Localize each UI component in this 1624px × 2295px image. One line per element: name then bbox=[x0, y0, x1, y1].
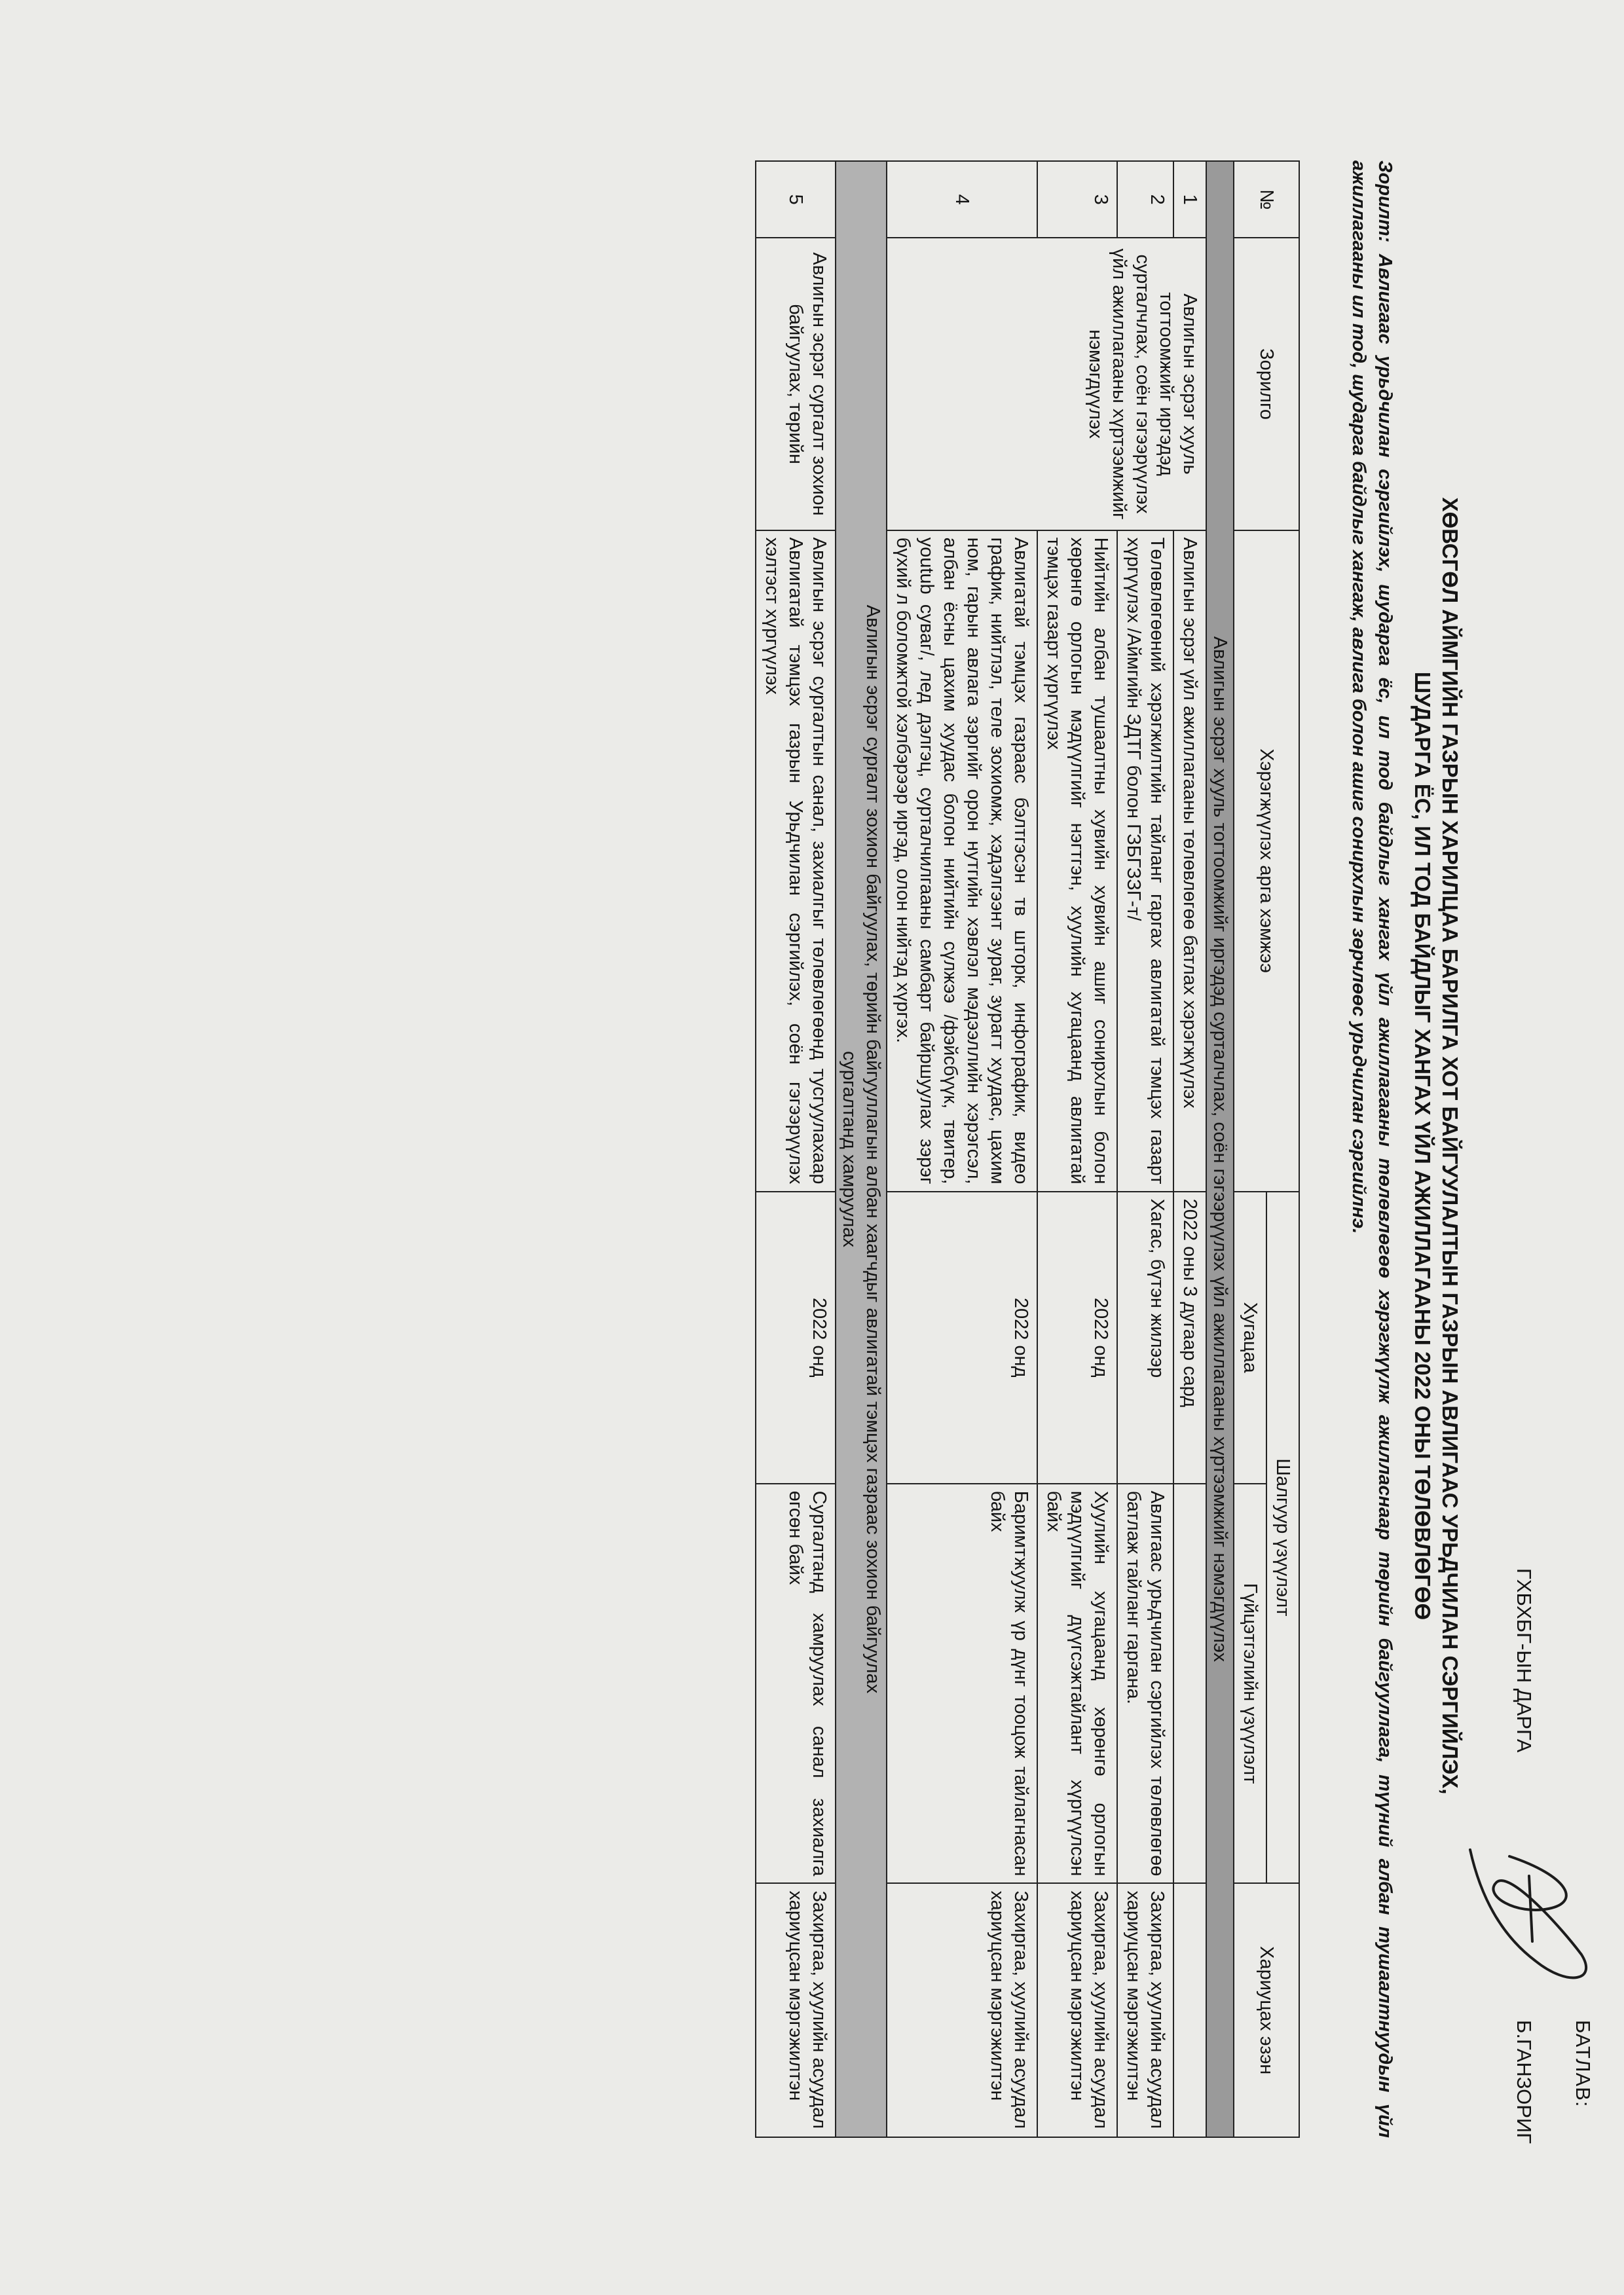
header-deadline: Хугацаа bbox=[1234, 1192, 1266, 1484]
approval-block bbox=[1470, 1568, 1601, 2184]
section-row bbox=[836, 161, 887, 2137]
approval-role: ГХБХБГ-ЫН ДАРГА bbox=[1513, 1568, 1536, 1753]
document-page bbox=[3, 82, 1614, 2223]
row-deadline: 2022 онд bbox=[1037, 1192, 1117, 1484]
row-num: 1 bbox=[1173, 161, 1206, 238]
header-criteria: Шалгуур үзүүлэлт bbox=[1266, 1192, 1299, 1884]
header-responsible: Хариуцах эзэн bbox=[1234, 1883, 1299, 2137]
approval-name: Б.ГАНЗОРИГ bbox=[1513, 2020, 1536, 2144]
row-responsible: Захиргаа, хуулийн асуудал хариуцсан мэргэжилтэн bbox=[1117, 1883, 1173, 2137]
section-title bbox=[836, 161, 887, 2137]
row-num: 4 bbox=[887, 161, 1037, 238]
signature-image bbox=[1464, 1830, 1608, 2000]
row-objective: Авлигын эсрэг хууль тогтоомжийг иргэдэд сурталчлах, соён гэгээрүүлэх үйл ажиллагааны хүртээмжийг нэмэгдүүлэх bbox=[887, 238, 1206, 530]
header-indicator: Гүйцэтгэлийн үзүүлэлт bbox=[1234, 1484, 1266, 1884]
approval-title: БАТЛАВ: bbox=[1572, 2020, 1595, 2108]
title-line-1: ХӨВСГӨЛ АЙМГИЙН ГАЗРЫН ХАРИЛЦАА БАРИЛГА ХОТ БАЙГУУЛАЛТЫН ГАЗРЫН АВЛИГААС УРЬДЧИЛАН СЭРГИЙЛЭХ, bbox=[1438, 497, 1462, 1795]
row-indicator: Баримтжуулж үр дүнг тооцож тайлагнасан байх bbox=[887, 1484, 1037, 1884]
row-deadline: 2022 онд bbox=[756, 1192, 836, 1484]
row-deadline: 2022 онд bbox=[887, 1192, 1037, 1484]
document-title bbox=[1409, 180, 1464, 2112]
section-title-line-2: сургалтанд хамруулах bbox=[839, 1051, 860, 1247]
section-title: Авлигын эсрэг хууль тогтоомжийг иргэдэд сурталчлах, соён гэгээрүүлэх үйл ажиллагааны хүртээмжийг нэмэгдүүлэх bbox=[1206, 161, 1234, 2137]
section-row bbox=[1206, 161, 1234, 2137]
row-responsible bbox=[1173, 1883, 1206, 2137]
header-num: № bbox=[1234, 161, 1299, 238]
section-title-line-1: Авлигын эсрэг сургалт зохион байгуулах, төрийн байгууллагын албан хаагчдыг авлигатай тэмцэх газраас зохион байгуулах bbox=[862, 604, 883, 1694]
goal-label: Зорилт: bbox=[1375, 160, 1395, 243]
row-measure: Авлигатай тэмцэх газраас бэлтгэсэн тв шторк, инфографик, видео график, нийтлэл, теле зохиомж, хэдэлгээнт зураг, зурагт хуудас, цахим ном, гарын авлага зэргийг орон нутгийн хэвлэл мэдээллийн хэрэгсэл, албан ёсны цахим хуудас болон нийтийн сүлжээ /фэйсбүүк, твитер, youtub суваг/, лед дэлгэц, сурталчилгааны самбарт байршуулах зэрэг бүхий л боломжтой хэлбэрээр иргэд, олон нийтэд хүргэх. bbox=[887, 530, 1037, 1192]
row-measure: Авлигын эсрэг үйл ажиллагааны төлөвлөгөө батлах хэрэгжүүлэх bbox=[1173, 530, 1206, 1192]
row-measure: Нийтийн албан тушаалтны хувийн хувийн ашиг сонирхлын болон хөрөнгө орлогын мэдүүлгийг нэгтгэн, хуулийн хугацаанд авлигатай тэмцэх газарт хүргүүлэх bbox=[1037, 530, 1117, 1192]
row-num: 3 bbox=[1037, 161, 1117, 238]
row-measure: Төлөвлөгөөний хэрэгжилтийн тайланг гаргах авлигатай тэмцэх газарт хүргүүлэх /Аймгийн ЗДТГ болон ГЗБГЗЗГ-т/ bbox=[1117, 530, 1173, 1192]
row-num: 2 bbox=[1117, 161, 1173, 238]
plan-table bbox=[755, 160, 1300, 2138]
row-responsible: Захиргаа, хуулийн асуудал хариуцсан мэргэжилтэн bbox=[756, 1883, 836, 2137]
table-row bbox=[756, 161, 836, 2137]
goal-paragraph bbox=[1346, 160, 1398, 2138]
row-objective: Авлигын эсрэг сургалт зохион байгуулах, төрийн bbox=[756, 238, 836, 530]
row-deadline: 2022 оны 3 дугаар сард bbox=[1173, 1192, 1206, 1484]
goal-text: Авлигаас урьдчилан сэргийлэх, шударга ёс, ил тод байдлыг хангах үйл ажиллагааны төлөвлөгөө хэрэгжүүлж ажилласнаар төрийн байгууллага, түүний албан тушаалтнуудын үйл ажиллагааны ил тод, шударга байдлыг хангаж, авлига болон ашиг сонирхлын зөрчлөөс урьдчилан сэргийлнэ. bbox=[1348, 160, 1395, 2139]
table-header-row bbox=[1266, 161, 1299, 2137]
row-indicator bbox=[1173, 1484, 1206, 1884]
row-responsible: Захиргаа, хуулийн асуудал хариуцсан мэргэжилтэн bbox=[1037, 1883, 1117, 2137]
row-indicator: Авлигаас урьдчилан сэргийлэх төлөвлөгөө батлаж тайланг гаргана. bbox=[1117, 1484, 1173, 1884]
header-measure: Хэрэгжүүлэх арга хэмжээ bbox=[1234, 530, 1299, 1192]
row-measure: Авлигын эсрэг сургалтын санал, захиалгыг төлөвлөгөөнд тусгуулахаар Авлигатай тэмцэх газрын Урьдчилан сэргийлэх, соён гэгээрүүлэх хэлтэст хүргүүлэх bbox=[756, 530, 836, 1192]
row-responsible: Захиргаа, хуулийн асуудал хариуцсан мэргэжилтэн bbox=[887, 1883, 1037, 2137]
header-objective: Зорилго bbox=[1234, 238, 1299, 530]
row-indicator: Хуулийн хугацаанд хөрөнгө орлогын мэдүүлгийг дүүгсэжтайлант хүргүүлсэн байх bbox=[1037, 1484, 1117, 1884]
title-line-2: ШУДАРГА ЁС, ИЛ ТОД БАЙДЛЫГ ХАНГАХ ҮЙЛ АЖИЛЛАГААНЫ 2022 ОНЫ ТӨЛӨВЛӨГӨӨ bbox=[1411, 671, 1435, 1621]
table-row bbox=[1173, 161, 1206, 2137]
row-deadline: Хагас, бүтэн жилээр bbox=[1117, 1192, 1173, 1484]
row-num: 5 bbox=[756, 161, 836, 238]
row-indicator: Сургалтанд хамруулах санал захиалга өгсөн байх bbox=[756, 1484, 836, 1884]
